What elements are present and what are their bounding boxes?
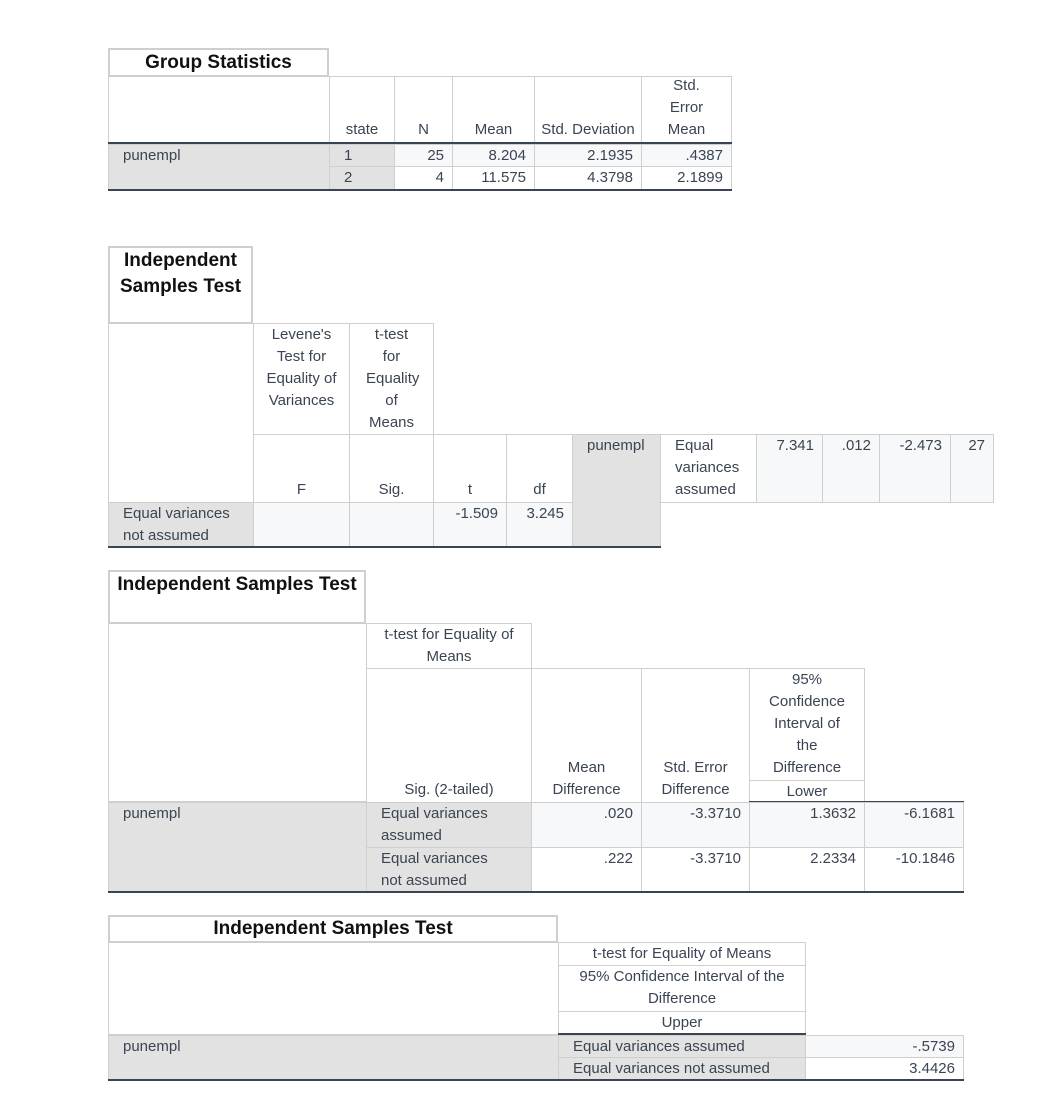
ttest-header: t-test for Equality of Means <box>349 323 434 435</box>
ist1-row1-t: -2.473 <box>879 434 951 503</box>
ist1-title: Independent Samples Test <box>108 246 253 324</box>
ist2-row2-md: -3.3710 <box>641 847 750 893</box>
ist1-row2-sig <box>349 502 434 548</box>
group-stats-title: Group Statistics <box>108 48 329 77</box>
ist2-corner <box>108 623 367 803</box>
col-n-label: N <box>418 121 429 138</box>
group-stats-corner <box>108 76 330 143</box>
col-stderr-diff-header <box>641 668 750 803</box>
col-lower-header: Lower <box>749 780 865 803</box>
ist2-row1-lower: -6.1681 <box>864 802 964 848</box>
col-upper-header: Upper <box>558 1011 806 1035</box>
col-stddev-label: Std. Deviation <box>541 121 635 138</box>
ist3-ci-header: 95% Confidence Interval of the Difference <box>558 965 806 1012</box>
levene-header: Levene's Test for Equality of Variances <box>253 323 350 435</box>
n-1: 25 <box>394 144 453 167</box>
ist2-title: Independent Samples Test <box>108 570 366 624</box>
col-mean-label: Mean <box>474 121 513 138</box>
col-state-header <box>329 76 395 143</box>
ist2-row2-lower: -10.1846 <box>864 847 964 893</box>
ci-header <box>749 668 865 781</box>
col-meandiff-label: Mean Difference <box>552 759 621 798</box>
state-2: 2 <box>329 166 395 190</box>
col-stddev-header <box>534 76 642 143</box>
ist2-ttest-header: t-test for Equality of Means <box>366 623 532 669</box>
ist2-row2-label: Equal variances not assumed <box>366 847 532 893</box>
col-f-header <box>253 434 350 503</box>
col-f-label: F <box>296 481 307 498</box>
ist3-row2-upper: 3.4426 <box>805 1057 964 1081</box>
ist1-row2-t: -1.509 <box>433 502 507 548</box>
col-t-header <box>433 434 507 503</box>
n-2: 4 <box>394 166 453 190</box>
state-1: 1 <box>329 144 395 167</box>
mean-1: 8.204 <box>452 144 535 167</box>
ist1-row1-f: 7.341 <box>756 434 823 503</box>
stddev-1: 2.1935 <box>534 144 642 167</box>
col-stderr-label: Std. Error Mean <box>667 77 706 138</box>
col-n-header <box>394 76 453 143</box>
stderr-1: .4387 <box>641 144 732 167</box>
ist1-corner <box>108 323 254 503</box>
ist3-row-var: punempl <box>108 1035 559 1081</box>
row-var-punempl: punempl <box>108 144 330 190</box>
ist2-row2-se: 2.2334 <box>749 847 865 893</box>
ist3-row2-label: Equal variances not assumed <box>558 1057 806 1081</box>
stderr-2: 2.1899 <box>641 166 732 190</box>
ist1-row1-df: 27 <box>950 434 994 503</box>
stddev-2: 4.3798 <box>534 166 642 190</box>
col-t-label: t <box>467 481 473 498</box>
col-meandiff-header <box>531 668 642 803</box>
col-sig2-label: Sig. (2-tailed) <box>404 781 494 798</box>
col-sig2-header <box>366 668 532 803</box>
col-sig-label: Sig. <box>378 481 405 498</box>
ist1-row1-label: Equal variances assumed <box>660 434 757 503</box>
col-df-header <box>506 434 573 503</box>
ist2-row1-md: -3.3710 <box>641 802 750 848</box>
ist2-row-var: punempl <box>108 802 367 893</box>
ist3-row1-upper: -.5739 <box>805 1035 964 1058</box>
ist1-row-var: punempl <box>572 434 661 548</box>
col-df-label: df <box>533 481 546 498</box>
mean-2: 11.575 <box>452 166 535 190</box>
ci-header-label: 95% Confidence Interval of the Difference <box>769 671 845 776</box>
col-state-label: state <box>345 121 379 138</box>
ist3-title: Independent Samples Test <box>108 915 558 943</box>
ist2-row2-sig: .222 <box>531 847 642 893</box>
col-sig-header <box>349 434 434 503</box>
col-mean-header <box>452 76 535 143</box>
ist3-row1-label: Equal variances assumed <box>558 1035 806 1058</box>
ist2-row1-label: Equal variances assumed <box>366 802 532 848</box>
ist1-row1-sig: .012 <box>822 434 880 503</box>
ist2-row1-se: 1.3632 <box>749 802 865 848</box>
ist3-ttest-header: t-test for Equality of Means <box>558 942 806 966</box>
col-stderr-header <box>641 76 732 143</box>
ist1-row2-label: Equal variances not assumed <box>108 502 254 548</box>
col-stderr-diff-label: Std. Error Difference <box>661 759 730 798</box>
ist1-row2-f <box>253 502 350 548</box>
ist3-corner <box>108 942 559 1035</box>
ist1-row2-df: 3.245 <box>506 502 573 548</box>
ist2-row1-sig: .020 <box>531 802 642 848</box>
